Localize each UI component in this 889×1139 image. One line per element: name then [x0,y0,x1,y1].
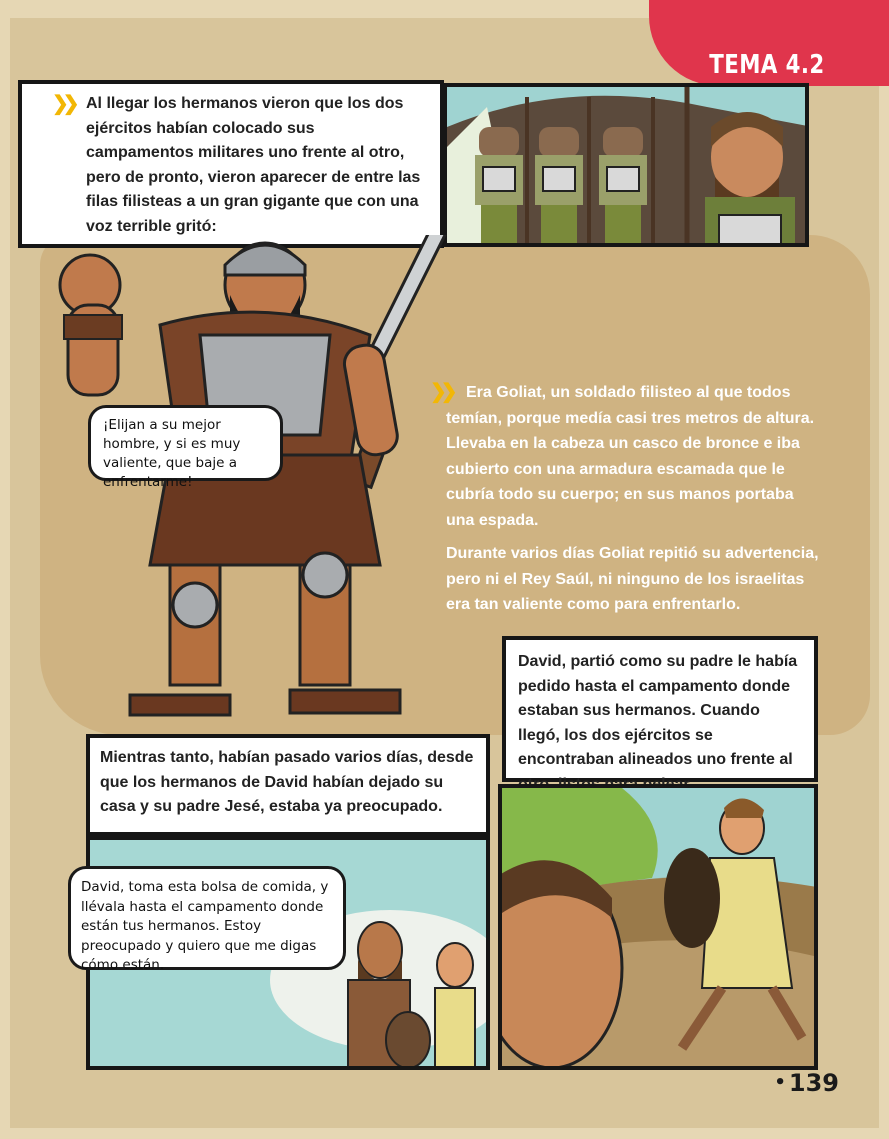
narration-box-top [18,80,444,248]
description-text [430,380,826,618]
jesse-speech-text: David, toma esta bolsa de comida, y llévala hasta el campamento donde están tus hermanos. Estoy preocupado y quiero que me digas cómo están. [81,879,329,973]
brother-face [502,860,622,1068]
page-number [774,1069,839,1097]
chevron-icon: ❯❯ [430,381,452,403]
narration-meanwhile-text: Mientras tanto, habían pasado varios días, desde que los hermanos de David habían dejado su casa y su padre Jesé, estaba ya preocupado. [100,749,474,815]
narration-top-text: Al llegar los hermanos vieron que los dos ejércitos habían colocado sus campamentos militares uno frente al otro, pero de pronto, vieron aparecer de entre las filas filisteas a un gran gigante que con una voz terrible gritó: [86,95,421,235]
david-journey-illustration [502,788,818,1070]
description-paragraph-2: Durante varios días Goliat repitió su advertencia, pero ni el Rey Saúl, ni ninguno de los israelitas era tan valiente como para enfrentarlo. [446,545,819,613]
bullet-icon: • [774,1072,786,1093]
soldiers-panel [443,83,809,247]
description-paragraph-1: Era Goliat, un soldado filisteo al que todos temían, porque medía casi tres metros de altura. Llevaba en la cabeza un casco de bronce e iba cubierto con una armadura escamada que le cubría todo su cuerpo; en sus manos portaba una espada. [446,384,815,529]
soldiers-illustration [447,87,809,247]
narration-david-text: David, partió como su padre le había pedido hasta el campamento donde estaban sus hermanos. Cuando llegó, los dos ejércitos se encontraban alineados uno frente al [518,653,798,768]
young-david-figure [435,943,475,1070]
topic-label: TEMA 4.2 [709,50,825,80]
goliath-speech-bubble [88,405,283,490]
goliath-speech-text: ¡Elijan a su mejor hombre, y si es muy valiente, que baje a enfrentarme! [103,417,241,490]
jesse-speech-bubble [68,866,346,973]
narration-box-meanwhile [86,734,490,836]
chevron-icon: ❯❯ [52,93,74,115]
david-journey-panel [498,784,818,1070]
narration-box-david [502,636,818,782]
page-number-text: 139 [788,1069,839,1097]
